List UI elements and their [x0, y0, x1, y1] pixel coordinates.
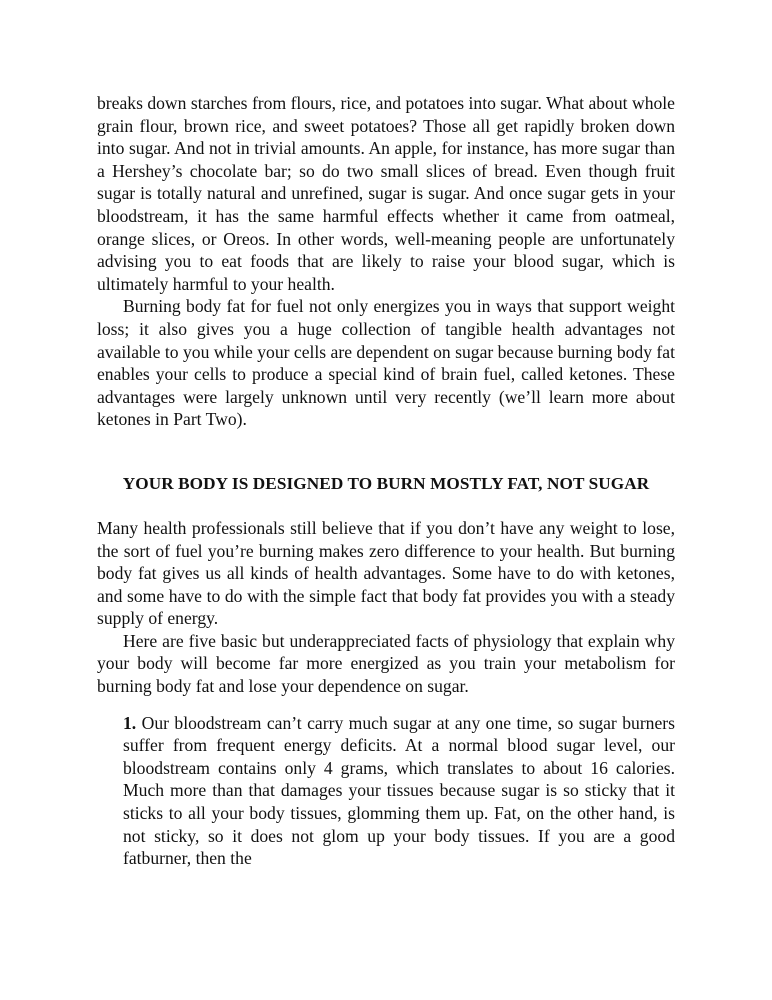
body-paragraph: Burning body fat for fuel not only energizes you in ways that support weight loss; it also gives you a huge collection of tangible health advantages not available to you while your cells are dependent on sugar because burning body fat enables your cells to produce a special kind of brain fuel, called ketones. These advantages were largely unknown until very recently (we’ll learn more about ketones in Part Two).	[97, 296, 675, 430]
list-item-number: 1.	[123, 712, 137, 733]
body-paragraph: Many health professionals still believe that if you don’t have any weight to lose, the sort of fuel you’re burning makes zero difference to your health. But burning body fat gives us all kinds of health advantages. Some have to do with ketones, and some have to do with the simple fact that body fat provides you with a steady supply of energy.	[97, 517, 675, 629]
list-item-text: Our bloodstream can’t carry much sugar at any one time, so sugar burners suffer from frequent energy deficits. At a normal blood sugar level, our bloodstream contains only 4 grams, which translates to about 16 calories. Much more than that damages your tissues because sugar is so sticky that it sticks to all your body tissues, glomming them up. Fat, on the other hand, is not sticky, so it does not glom up your body tissues. If you are a good fatburner, then the	[123, 712, 675, 869]
section-heading: YOUR BODY IS DESIGNED TO BURN MOSTLY FAT, NOT SUGAR	[122, 473, 650, 493]
list-item	[123, 712, 675, 870]
body-paragraph: breaks down starches from flours, rice, and potatoes into sugar. What about whole grain flour, brown rice, and sweet potatoes? Those all get rapidly broken down into sugar. And not in trivial amounts. An apple, for instance, has more sugar than a Hershey’s chocolate bar; so do two small slices of bread. Even though fruit sugar is totally natural and unrefined, sugar is sugar. And once sugar gets in your bloodstream, it has the same harmful effects whether it came from oatmeal, orange slices, or Oreos. In other words, well-meaning people are unfortunately advising you to eat foods that are likely to raise your blood sugar, which is ultimately harmful to your health.	[97, 93, 675, 294]
book-page	[97, 92, 675, 870]
body-paragraph: Here are five basic but underappreciated facts of physiology that explain why your body will become far more energized as you train your metabolism for burning body fat and lose your dependence on sugar.	[97, 630, 675, 697]
